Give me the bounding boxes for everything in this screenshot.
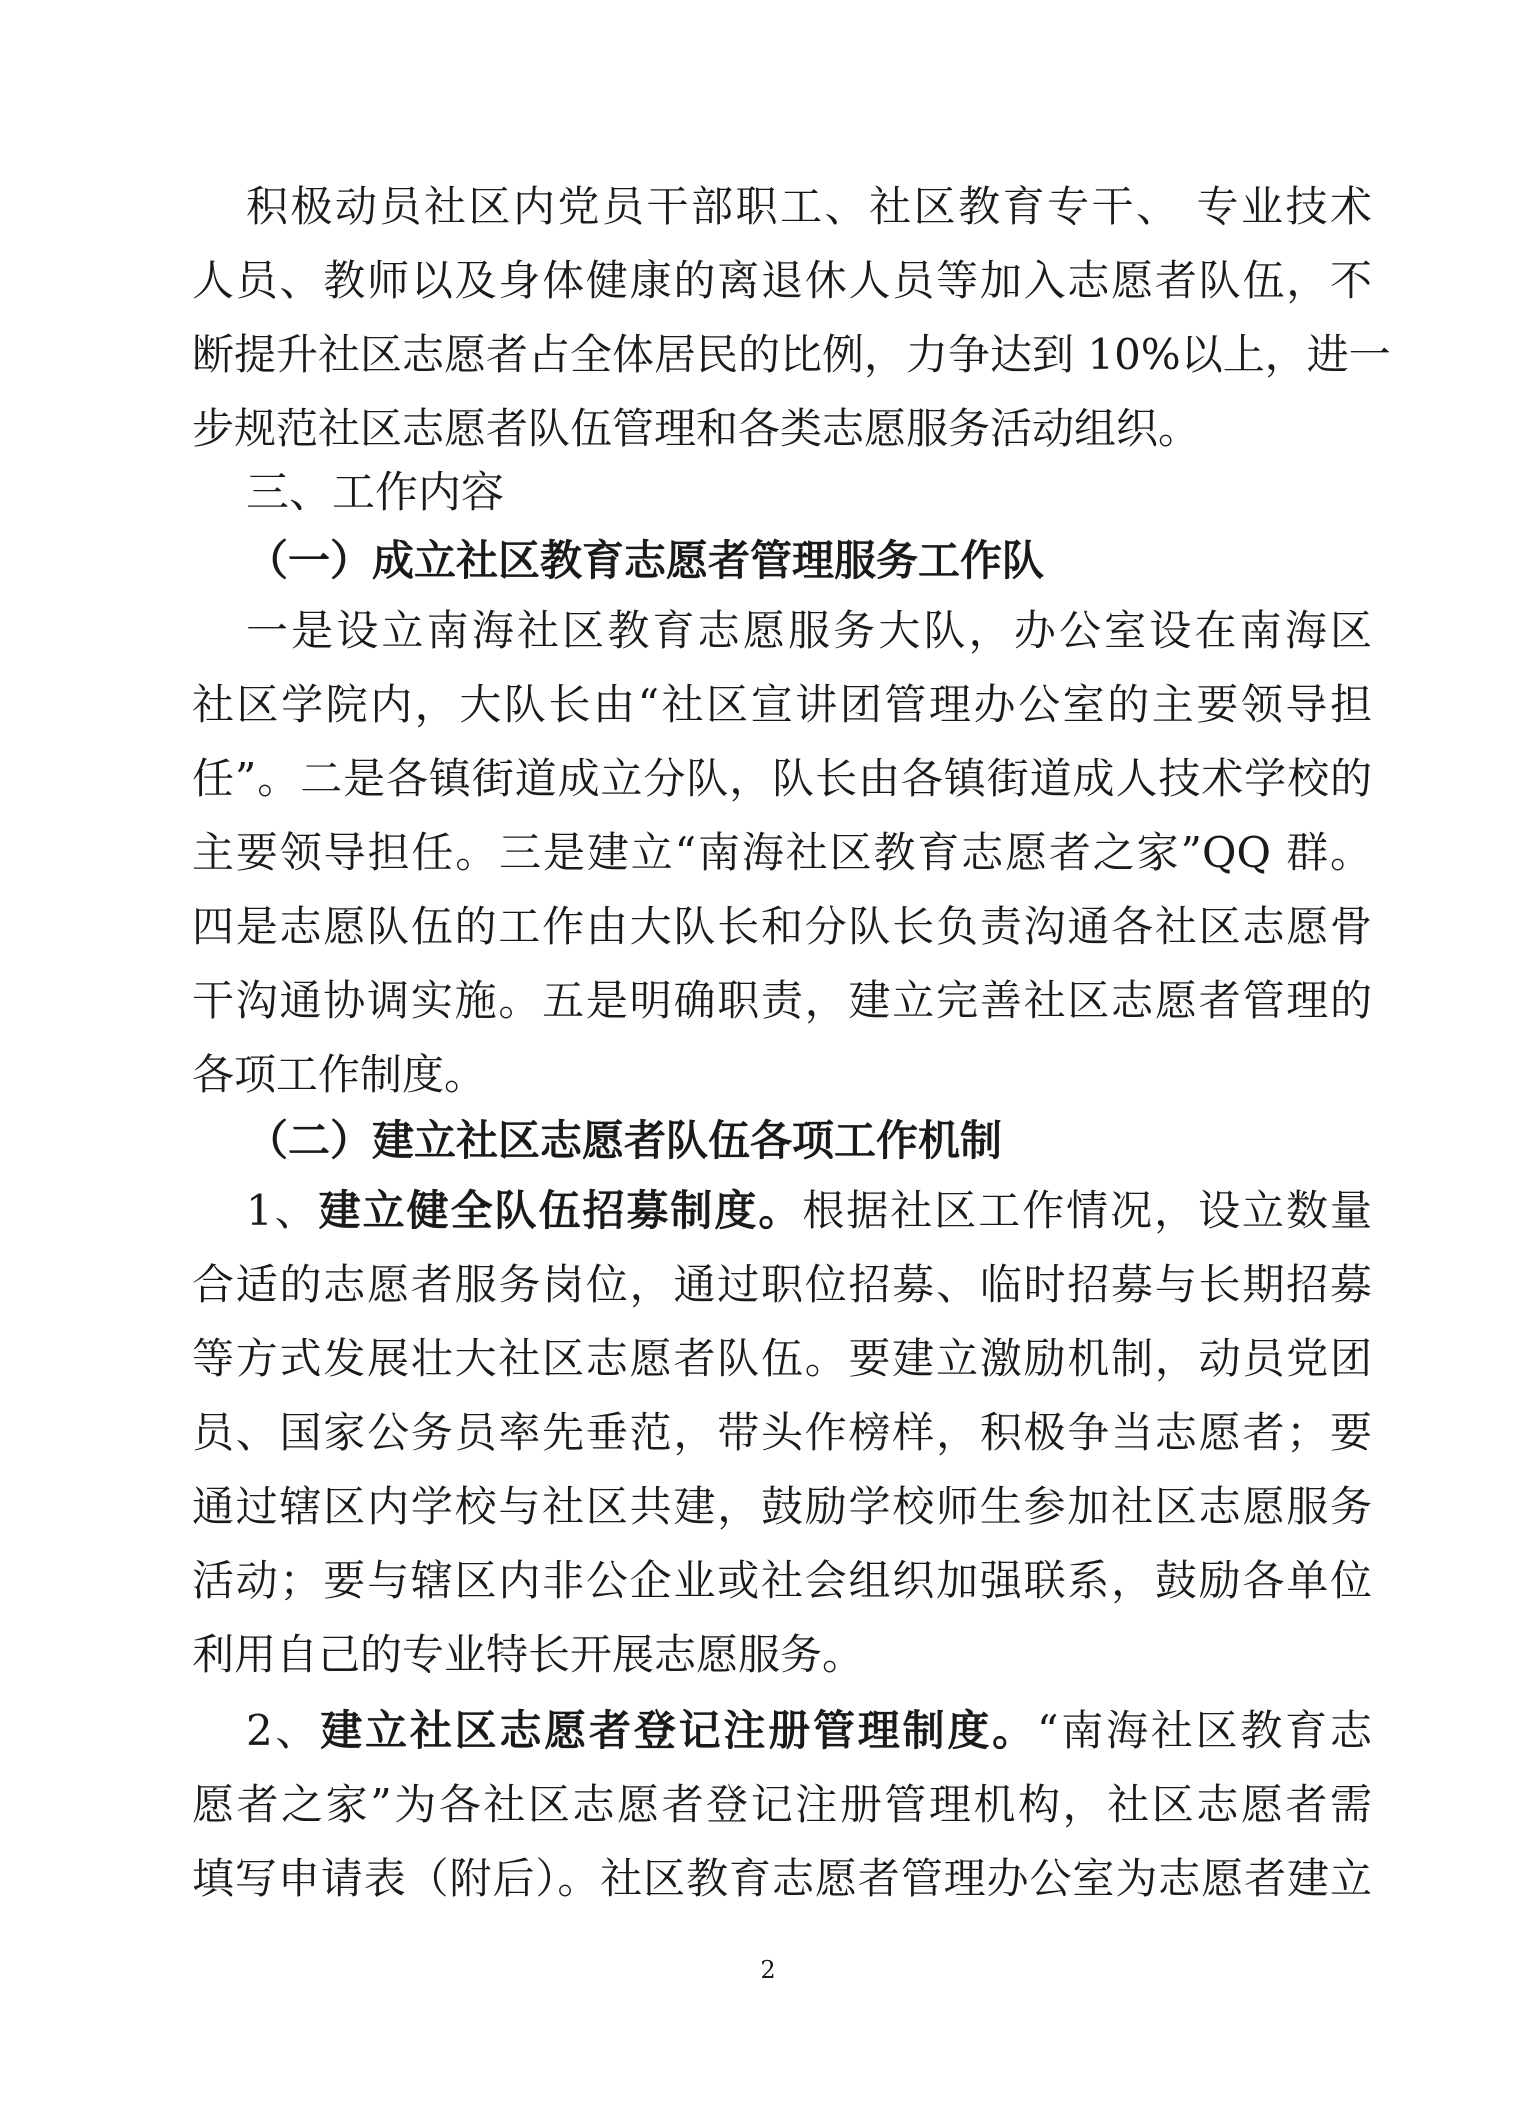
paragraph-line: 四是志愿队伍的工作由大队长和分队长负责沟通各社区志愿骨: [192, 902, 1372, 951]
paragraph-line: 利用自己的专业特长开展志愿服务。: [192, 1630, 865, 1679]
subsection-heading: （二）建立社区志愿者队伍各项工作机制: [246, 1116, 1003, 1165]
section-heading: 三、工作内容: [246, 468, 504, 518]
item-text: 根据社区工作情况，设立数量: [802, 1186, 1372, 1235]
paragraph-line: 人员、教师以及身体健康的离退休人员等加入志愿者队伍，不: [192, 256, 1372, 305]
subsection-heading: （一）成立社区教育志愿者管理服务工作队: [246, 536, 1045, 585]
paragraph-line: 各项工作制度。: [192, 1050, 487, 1099]
page-number: 2: [760, 1956, 776, 1984]
paragraph-line: 填写申请表（附后）。社区教育志愿者管理办公室为志愿者建立: [192, 1854, 1372, 1903]
paragraph-line: 积极动员社区内党员干部职工、社区教育专干、 专业技术: [246, 182, 1372, 231]
paragraph-line: [246, 1706, 1372, 1756]
paragraph-line: 等方式发展壮大社区志愿者队伍。要建立激励机制，动员党团: [192, 1334, 1372, 1383]
item-text: “南海社区教育志: [1036, 1706, 1372, 1755]
paragraph-line: 社区学院内，大队长由“社区宣讲团管理办公室的主要领导担: [192, 680, 1372, 729]
paragraph-line: 一是设立南海社区教育志愿服务大队，办公室设在南海区: [246, 606, 1372, 655]
paragraph-line: 步规范社区志愿者队伍管理和各类志愿服务活动组织。: [192, 404, 1201, 453]
paragraph-line: 断提升社区志愿者占全体居民的比例，力争达到 10%以上，进一: [192, 330, 1391, 379]
item-number: 2、: [246, 1706, 321, 1755]
paragraph-line: 活动；要与辖区内非公企业或社会组织加强联系，鼓励各单位: [192, 1556, 1372, 1605]
paragraph-line: 通过辖区内学校与社区共建，鼓励学校师生参加社区志愿服务: [192, 1482, 1372, 1531]
paragraph-line: [246, 1186, 1372, 1236]
item-title: 建立社区志愿者登记注册管理制度。: [320, 1706, 1037, 1755]
paragraph-line: 干沟通协调实施。五是明确职责，建立完善社区志愿者管理的: [192, 976, 1372, 1025]
paragraph-line: 任”。二是各镇街道成立分队，队长由各镇街道成人技术学校的: [192, 754, 1372, 803]
paragraph-line: 主要领导担任。三是建立“南海社区教育志愿者之家”QQ 群。: [192, 828, 1372, 877]
paragraph-line: 员、国家公务员率先垂范，带头作榜样，积极争当志愿者；要: [192, 1408, 1372, 1457]
paragraph-line: 合适的志愿者服务岗位，通过职位招募、临时招募与长期招募: [192, 1260, 1372, 1309]
paragraph-line: 愿者之家”为各社区志愿者登记注册管理机构，社区志愿者需: [192, 1780, 1372, 1829]
item-title: 建立健全队伍招募制度。: [318, 1186, 803, 1235]
item-number: 1、: [246, 1186, 319, 1235]
